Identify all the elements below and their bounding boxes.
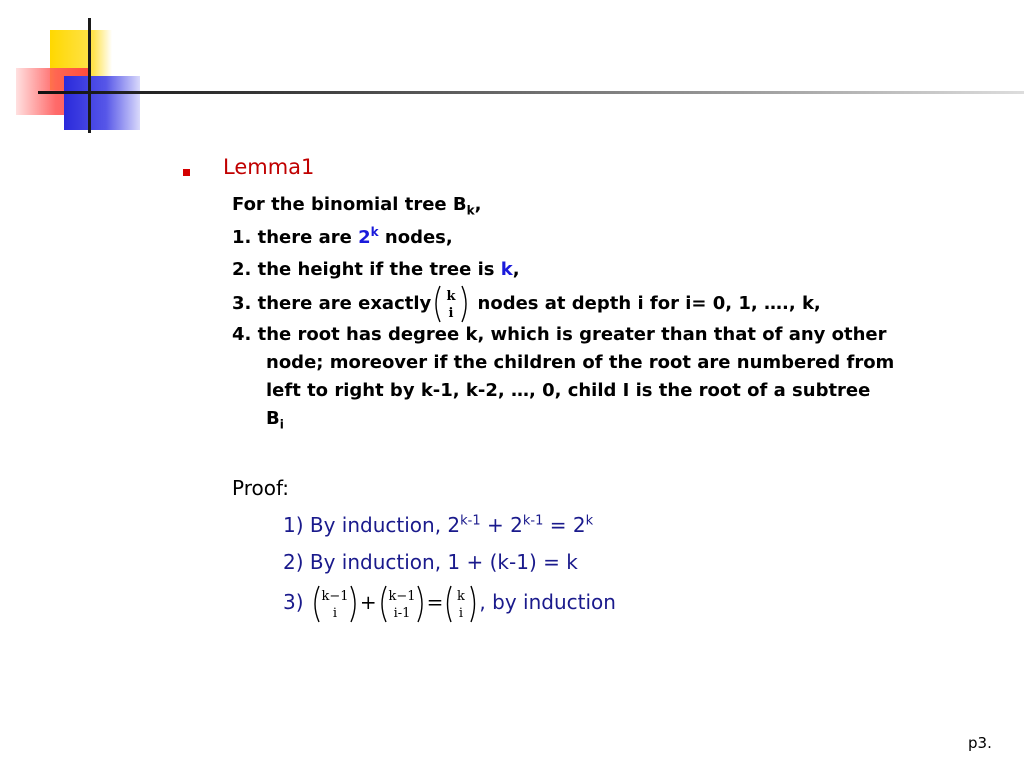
lemma-item-4-line-4: $B_i$: [266, 408, 284, 432]
proof-line-2: 2) By induction, 1 + (k-1) = k: [283, 550, 578, 574]
bullet-square-icon: [183, 169, 190, 176]
binomial-k-1-i-1: [377, 584, 427, 624]
binom2-top: k−1: [388, 588, 416, 604]
proof-title: Proof:: [232, 476, 290, 500]
item1-value: 2$^k$: [358, 225, 379, 248]
binom2-bottom: i-1: [393, 605, 411, 621]
lemma-item-4-line-3: left to right by k-1, k-2, …, 0, child I is the root of a subtree: [266, 380, 871, 401]
binomial-k-1-i: [310, 584, 360, 624]
binom1-top: k−1: [321, 588, 349, 604]
lemma-item-1: 1. there are 2$^k$ nodes,: [232, 225, 453, 248]
lemma-item-2: 2. the height if the tree is k,: [232, 259, 520, 280]
plus-sign: +: [359, 590, 377, 614]
binom3-bottom: i: [459, 605, 464, 621]
binom1-bottom: i: [332, 605, 337, 621]
page-number: p3.: [968, 734, 992, 752]
binom3-top: k: [457, 588, 466, 604]
proof-line-1: 1) By induction, $2^{k-1} + 2^{k-1} = 2^k$: [283, 513, 594, 537]
item2-value: k: [500, 259, 513, 280]
lemma-title: Lemma1: [223, 155, 315, 179]
binomial-k-i-result: [443, 584, 479, 624]
proof-line-3: 3) k−1 i + k−1 i-1 = k i , by induction: [283, 582, 616, 624]
binomial-k-i: [431, 284, 471, 324]
logo-vertical-line: [88, 18, 91, 133]
binom-bottom: i: [448, 306, 454, 321]
binom-top: k: [446, 289, 456, 304]
lemma-item-4-line-1: 4. the root has degree k, which is greater than that of any other: [232, 324, 887, 345]
equals-sign: =: [426, 590, 444, 614]
header-divider-line: [38, 91, 1024, 94]
logo-blue-square: [64, 76, 140, 130]
lemma-intro: For the binomial tree $B_k$,: [232, 194, 482, 218]
lemma-item-4-line-2: node; moreover if the children of the root are numbered from: [266, 352, 895, 373]
lemma-item-3: 3. there are exactly k i nodes at depth i for i= 0, 1, …., k,: [232, 284, 821, 324]
